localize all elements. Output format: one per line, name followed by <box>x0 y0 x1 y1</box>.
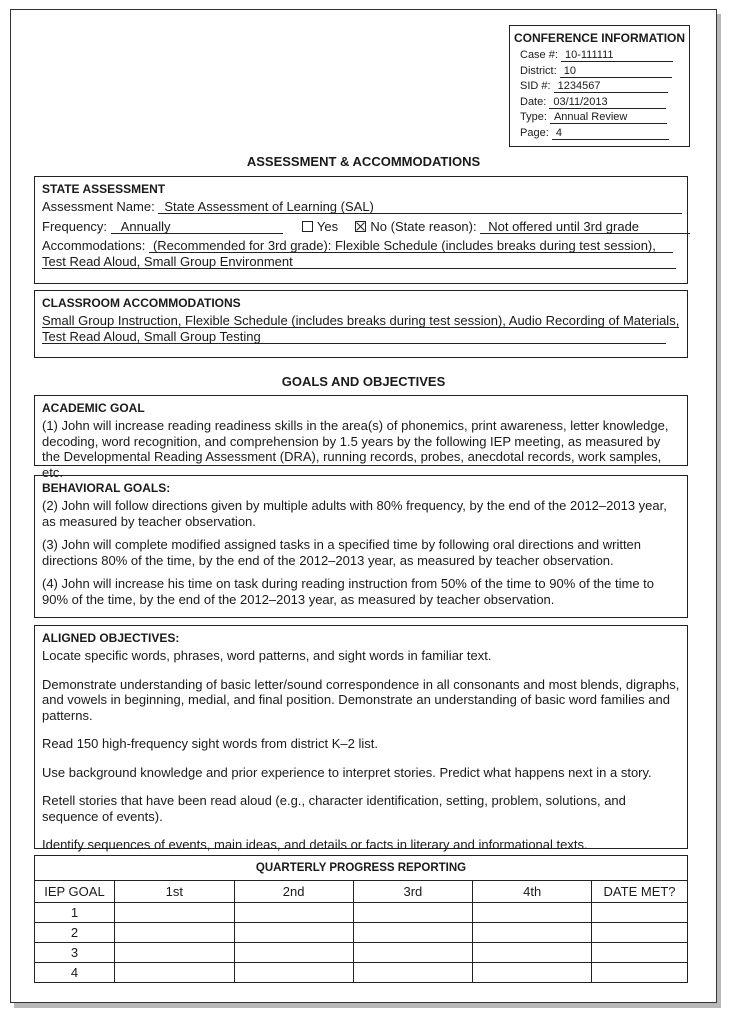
assessment-name-label: Assessment Name: <box>42 199 155 214</box>
date-row <box>510 95 689 111</box>
accommodations-row <box>42 238 680 254</box>
header-1st: 1st <box>114 881 234 903</box>
progress-cell[interactable] <box>353 923 473 943</box>
table-row <box>35 903 688 923</box>
goals-heading: GOALS AND OBJECTIVES <box>281 374 446 389</box>
classroom-accommodations-value1[interactable]: Small Group Instruction, Flexible Schedule (includes breaks during test session), Audio Recording of Materials, <box>42 313 680 328</box>
progress-cell[interactable] <box>234 963 353 983</box>
aligned-objectives-title: ALIGNED OBJECTIVES: <box>42 631 180 645</box>
no-state-reason-label: No (State reason): <box>370 218 477 234</box>
date-value[interactable]: 03/11/2013 <box>549 97 666 109</box>
classroom-accommodations-line1 <box>42 313 680 329</box>
header-2nd: 2nd <box>234 881 353 903</box>
type-label: Type: <box>520 111 547 124</box>
behavioral-goals-box <box>34 475 688 618</box>
academic-goal-text: (1) John will increase reading readiness skills in the area(s) of phonemics, print awareness, letter knowledge, decoding, word recognition, and comprehension by 1.5 years by the following IEP meeting, as measured by the Developmental Reading Assessment (DRA), running records, probes, anecdotal records, work samples, etc. <box>42 418 669 480</box>
academic-goal-title: ACADEMIC GOAL <box>42 401 145 415</box>
state-assessment-title: STATE ASSESSMENT <box>42 182 166 196</box>
classroom-accommodations-line2 <box>42 329 680 345</box>
progress-cell[interactable] <box>234 943 353 963</box>
progress-cell[interactable] <box>473 943 592 963</box>
progress-cell[interactable] <box>473 903 592 923</box>
page-value[interactable]: 4 <box>552 128 669 140</box>
conference-info-box <box>509 25 690 147</box>
date-met-cell[interactable] <box>592 923 688 943</box>
yes-label: Yes <box>316 218 339 234</box>
accommodations-label: Accommodations: <box>42 238 146 253</box>
objective-item: Identify sequences of events, main ideas, and details or facts in literary and informational texts. <box>42 837 588 852</box>
assessment-name-value[interactable]: State Assessment of Learning (SAL) <box>158 200 682 214</box>
table-row <box>35 923 688 943</box>
progress-cell[interactable] <box>114 923 234 943</box>
state-assessment-box <box>34 176 688 284</box>
progress-cell[interactable] <box>473 923 592 943</box>
progress-cell[interactable] <box>114 963 234 983</box>
conference-info-title: CONFERENCE INFORMATION <box>513 31 686 45</box>
progress-cell[interactable] <box>114 943 234 963</box>
behavioral-goals-title: BEHAVIORAL GOALS: <box>42 481 171 495</box>
quarterly-progress-title: QUARTERLY PROGRESS REPORTING <box>35 856 688 881</box>
objective-item: Demonstrate understanding of basic letter/sound correspondence in all consonants and most blends, digraphs, and vowels in beginning, medial, and final position. Demonstrate an understanding of basic word families and patterns. <box>42 676 680 723</box>
accommodations-value-line1[interactable]: (Recommended for 3rd grade): Flexible Schedule (includes breaks during test session), <box>149 239 673 253</box>
date-met-cell[interactable] <box>592 963 688 983</box>
case-value[interactable]: 10-111111 <box>561 50 673 62</box>
table-row <box>35 943 688 963</box>
district-value[interactable]: 10 <box>560 66 672 78</box>
behavioral-goal-4: (4) John will increase his time on task during reading instruction from 50% of the time to 90% of the time to 90% of the time, by the end of the 2012–2013 year, as measured by teacher observation. <box>42 576 655 607</box>
type-row <box>510 110 689 126</box>
state-reason-value[interactable]: Not offered until 3rd grade <box>480 220 690 234</box>
progress-cell[interactable] <box>234 903 353 923</box>
goal-number-cell: 1 <box>35 903 115 923</box>
academic-goal-box <box>34 395 688 480</box>
case-label: Case #: <box>520 49 558 61</box>
classroom-accommodations-value2[interactable]: Test Read Aloud, Small Group Testing <box>42 330 666 344</box>
behavioral-goal-3: (3) John will complete modified assigned tasks in a specified time by following oral directions and written directions 80% of the time, by the end of the 2012–2013 year, as measured by teacher observation. <box>42 537 642 568</box>
sid-label: SID #: <box>520 80 551 93</box>
goal-number-cell: 4 <box>35 963 115 983</box>
district-row <box>510 64 689 80</box>
accommodations-row-2 <box>42 254 680 270</box>
quarterly-progress-table <box>34 855 688 983</box>
objective-item: Locate specific words, phrases, word patterns, and sight words in familiar text. <box>42 648 492 663</box>
behavioral-goal-2: (2) John will follow directions given by multiple adults with 80% frequency, by the end of the 2012–2013 year, as measured by teacher observation. <box>42 498 667 529</box>
progress-cell[interactable] <box>353 943 473 963</box>
header-date-met: DATE MET? <box>592 881 688 903</box>
assessment-name-row <box>42 199 680 215</box>
type-value[interactable]: Annual Review <box>550 112 667 124</box>
goal-number-cell: 2 <box>35 923 115 943</box>
objective-item: Use background knowledge and prior experience to interpret stories. Predict what happens next in a story. <box>42 764 652 780</box>
date-label: Date: <box>520 95 547 108</box>
yes-checkbox-icon[interactable] <box>302 221 313 232</box>
frequency-row <box>42 219 680 235</box>
accommodations-value-line2[interactable]: Test Read Aloud, Small Group Environment <box>42 255 676 269</box>
classroom-accommodations-title: CLASSROOM ACCOMMODATIONS <box>42 296 241 310</box>
progress-cell[interactable] <box>114 903 234 923</box>
objective-item: Retell stories that have been read aloud (e.g., character identification, setting, problem, solutions, and sequence of events). <box>42 793 626 824</box>
page-row <box>510 126 689 142</box>
progress-cell[interactable] <box>353 903 473 923</box>
aligned-objectives-box <box>34 625 688 852</box>
case-row <box>510 48 689 64</box>
table-row <box>35 963 688 983</box>
progress-cell[interactable] <box>473 963 592 983</box>
page-label: Page: <box>520 126 549 139</box>
header-4th: 4th <box>473 881 592 903</box>
header-3rd: 3rd <box>353 881 473 903</box>
no-checkbox-checked-icon[interactable] <box>355 221 366 232</box>
goal-number-cell: 3 <box>35 943 115 963</box>
district-label: District: <box>520 64 557 77</box>
sid-value[interactable]: 1234567 <box>554 81 668 93</box>
frequency-value[interactable]: Annually <box>111 220 283 234</box>
header-iep-goal: IEP GOAL <box>35 881 115 903</box>
sid-row <box>510 79 689 95</box>
assessment-heading: ASSESSMENT & ACCOMMODATIONS <box>246 154 481 169</box>
iep-form-page <box>10 9 717 1003</box>
date-met-cell[interactable] <box>592 943 688 963</box>
progress-cell[interactable] <box>353 963 473 983</box>
progress-cell[interactable] <box>234 923 353 943</box>
objective-item: Read 150 high-frequency sight words from district K–2 list. <box>42 736 378 751</box>
date-met-cell[interactable] <box>592 903 688 923</box>
classroom-accommodations-box <box>34 290 688 358</box>
frequency-label: Frequency: <box>42 218 108 234</box>
